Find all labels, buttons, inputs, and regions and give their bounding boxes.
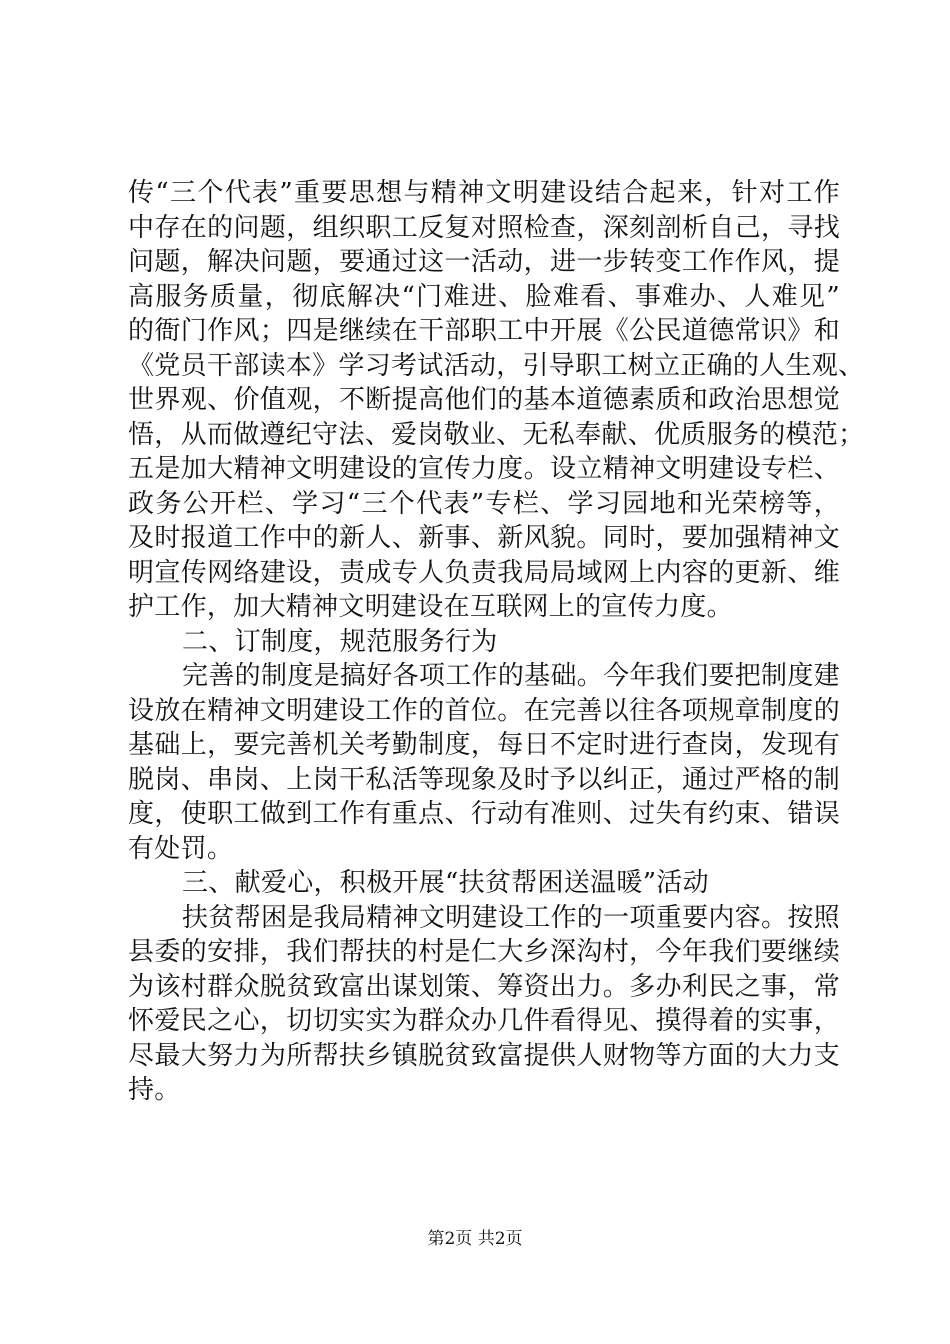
text-line: 悟，从而做遵纪守法、爱岗敬业、无私奉献、优质服务的模范；	[128, 419, 865, 450]
text-line: 高服务质量，彻底解决“门难进、脸难看、事难办、人难见”	[128, 281, 840, 312]
text-line: 传“三个代表”重要思想与精神文明建设结合起来，针对工作	[128, 178, 840, 208]
text-line: 度，使职工做到工作有重点、行动有准则、过失有约束、错误	[128, 799, 840, 829]
text-line: 有处罚。	[128, 833, 234, 864]
text-line: 中存在的问题，组织职工反复对照检查，深刻剖析自己，寻找	[128, 212, 840, 243]
text-line: 明宣传网络建设，责成专人负责我局局域网上内容的更新、维	[128, 557, 840, 588]
text-line: 问题，解决问题，要通过这一活动，进一步转变工作作风，提	[128, 247, 840, 277]
text-line: 世界观、价值观，不断提高他们的基本道德素质和政治思想觉	[128, 385, 840, 415]
text-line: 及时报道工作中的新人、新事、新风貌。同时，要加强精神文	[128, 523, 840, 553]
text-line: 护工作，加大精神文明建设在互联网上的宣传力度。	[128, 592, 733, 622]
page-number-label: 第2页 共2页	[427, 1229, 523, 1249]
text-line: 《党员干部读本》学习考试活动，引导职工树立正确的人生观、	[128, 350, 865, 381]
text-line: 尽最大努力为所帮扶乡镇脱贫致富提供人财物等方面的大力支	[128, 1040, 840, 1071]
text-line: 脱岗、串岗、上岗干私活等现象及时予以纠正，通过严格的制	[128, 764, 840, 795]
text-line: 政务公开栏、学习“三个代表”专栏、学习园地和光荣榜等，	[128, 488, 840, 519]
text-line: 基础上，要完善机关考勤制度，每日不定时进行查岗，发现有	[128, 730, 840, 760]
text-line: 设放在精神文明建设工作的首位。在完善以往各项规章制度的	[128, 695, 840, 726]
text-line: 怀爱民之心，切切实实为群众办几件看得见、摸得着的实事，	[128, 1006, 840, 1036]
text-line: 持。	[128, 1075, 181, 1105]
paragraph-first-line: 扶贫帮困是我局精神文明建设工作的一项重要内容。按照	[182, 902, 840, 933]
text-line: 五是加大精神文明建设的宣传力度。设立精神文明建设专栏、	[128, 454, 840, 484]
text-line: 的衙门作风；四是继续在干部职工中开展《公民道德常识》和	[128, 316, 840, 346]
document-body	[128, 176, 865, 1108]
text-line: 县委的安排，我们帮扶的村是仁大乡深沟村，今年我们要继续	[128, 937, 840, 967]
section-heading: 二、订制度，规范服务行为	[182, 626, 498, 657]
section-heading: 三、献爱心，积极开展“扶贫帮困送温暖”活动	[182, 868, 709, 898]
page-footer	[0, 1227, 950, 1251]
text-line: 为该村群众脱贫致富出谋划策、筹资出力。多办利民之事，常	[128, 971, 840, 1002]
paragraph-first-line: 完善的制度是搞好各项工作的基础。今年我们要把制度建	[182, 661, 840, 691]
